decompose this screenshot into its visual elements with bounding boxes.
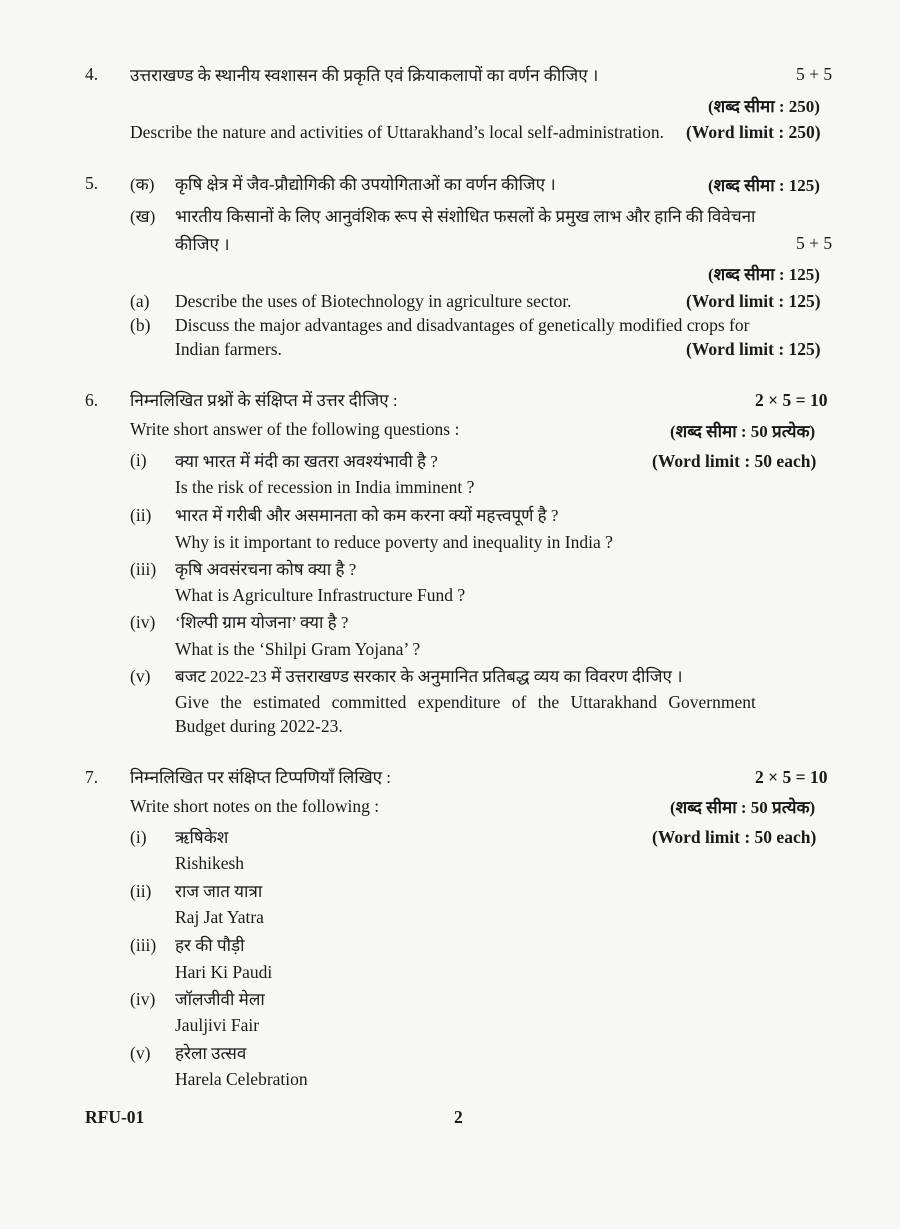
sub-question-text-english: Discuss the major advantages and disadvantages of genetically modified crops for (175, 315, 750, 335)
list-item-english: Hari Ki Paudi (175, 962, 273, 982)
word-limit-english: (Word limit : 250) (686, 122, 821, 142)
sub-label: (क) (130, 175, 155, 194)
question-number: 4. (85, 64, 99, 84)
word-limit-hindi: (शब्द सीमा : 125) (708, 176, 820, 195)
marks: 5 + 5 (796, 64, 833, 84)
word-limit-english: (Word limit : 50 each) (652, 827, 817, 847)
list-item-hindi: हरेला उत्सव (175, 1044, 247, 1063)
question-text-hindi: निम्नलिखित प्रश्नों के संक्षिप्त में उत्तर दीजिए : (130, 391, 398, 410)
list-item-label: (iii) (130, 559, 157, 579)
list-item-hindi: जॉलजीवी मेला (175, 990, 265, 1009)
list-item-hindi: क्या भारत में मंदी का खतरा अवश्यंभावी है ? (175, 452, 438, 471)
list-item-hindi: ‘शिल्पी ग्राम योजना’ क्या है ? (175, 613, 349, 632)
list-item-english-cont: Budget during 2022-23. (175, 716, 343, 736)
page-number: 2 (454, 1107, 463, 1127)
list-item-hindi: ऋषिकेश (175, 828, 229, 847)
question-number: 6. (85, 390, 99, 410)
sub-question-text-hindi-cont: कीजिए । (175, 235, 230, 254)
marks: 2 × 5 = 10 (755, 767, 828, 787)
list-item-english: Raj Jat Yatra (175, 907, 264, 927)
word-limit-english: (Word limit : 125) (686, 339, 821, 359)
list-item-label: (iv) (130, 989, 156, 1009)
list-item-hindi: हर की पौड़ी (175, 936, 245, 955)
list-item-english: What is Agriculture Infrastructure Fund ? (175, 585, 466, 605)
list-item-hindi: राज जात यात्रा (175, 882, 263, 901)
list-item-english: What is the ‘Shilpi Gram Yojana’ ? (175, 639, 421, 659)
sub-label: (ख) (130, 207, 156, 226)
list-item-english: Is the risk of recession in India imminent ? (175, 477, 475, 497)
sub-question-text-english: Describe the uses of Biotechnology in agriculture sector. (175, 291, 572, 311)
question-text-hindi: निम्नलिखित पर संक्षिप्त टिप्पणियाँ लिखिए : (130, 768, 391, 787)
question-text-english: Write short notes on the following : (130, 796, 380, 816)
sub-label: (a) (130, 291, 150, 311)
question-text-english: Write short answer of the following questions : (130, 419, 460, 439)
marks: 2 × 5 = 10 (755, 390, 828, 410)
word-limit-hindi: (शब्द सीमा : 250) (708, 97, 820, 116)
list-item-label: (i) (130, 827, 147, 847)
word-limit-english: (Word limit : 50 each) (652, 451, 817, 471)
list-item-label: (ii) (130, 881, 152, 901)
word-limit-hindi: (शब्द सीमा : 125) (708, 265, 820, 284)
list-item-hindi: कृषि अवसंरचना कोष क्या है ? (175, 560, 357, 579)
sub-question-text-hindi: कृषि क्षेत्र में जैव-प्रौद्योगिकी की उपयोगिताओं का वर्णन कीजिए । (175, 175, 556, 194)
list-item-hindi: भारत में गरीबी और असमानता को कम करना क्यों महत्त्वपूर्ण है ? (175, 506, 559, 525)
sub-question-text-hindi: भारतीय किसानों के लिए आनुवंशिक रूप से संशोधित फसलों के प्रमुख लाभ और हानि की विवेचना (175, 207, 756, 226)
list-item-english: Harela Celebration (175, 1069, 308, 1089)
question-number: 5. (85, 173, 99, 193)
list-item-label: (iii) (130, 935, 157, 955)
marks: 5 + 5 (796, 233, 833, 253)
paper-code: RFU-01 (85, 1107, 145, 1127)
sub-label: (b) (130, 315, 151, 335)
word-limit-hindi: (शब्द सीमा : 50 प्रत्येक) (670, 422, 816, 441)
sub-question-text-english-cont: Indian farmers. (175, 339, 282, 359)
word-limit-english: (Word limit : 125) (686, 291, 821, 311)
list-item-label: (v) (130, 666, 151, 686)
list-item-english: Why is it important to reduce poverty and inequality in India ? (175, 532, 613, 552)
question-number: 7. (85, 767, 99, 787)
list-item-hindi: बजट 2022-23 में उत्तराखण्ड सरकार के अनुमानित प्रतिबद्ध व्यय का विवरण दीजिए । (175, 667, 683, 686)
list-item-label: (ii) (130, 505, 152, 525)
question-text-hindi: उत्तराखण्ड के स्थानीय स्वशासन की प्रकृति एवं क्रियाकलापों का वर्णन कीजिए । (130, 66, 599, 85)
list-item-english: Give the estimated committed expenditure of the Uttarakhand Government (175, 692, 756, 712)
question-text-english: Describe the nature and activities of Uttarakhand’s local self-administration. (130, 122, 665, 142)
list-item-english: Rishikesh (175, 853, 245, 873)
list-item-english: Jauljivi Fair (175, 1015, 260, 1035)
list-item-label: (v) (130, 1043, 151, 1063)
word-limit-hindi: (शब्द सीमा : 50 प्रत्येक) (670, 798, 816, 817)
list-item-label: (iv) (130, 612, 156, 632)
list-item-label: (i) (130, 450, 147, 470)
